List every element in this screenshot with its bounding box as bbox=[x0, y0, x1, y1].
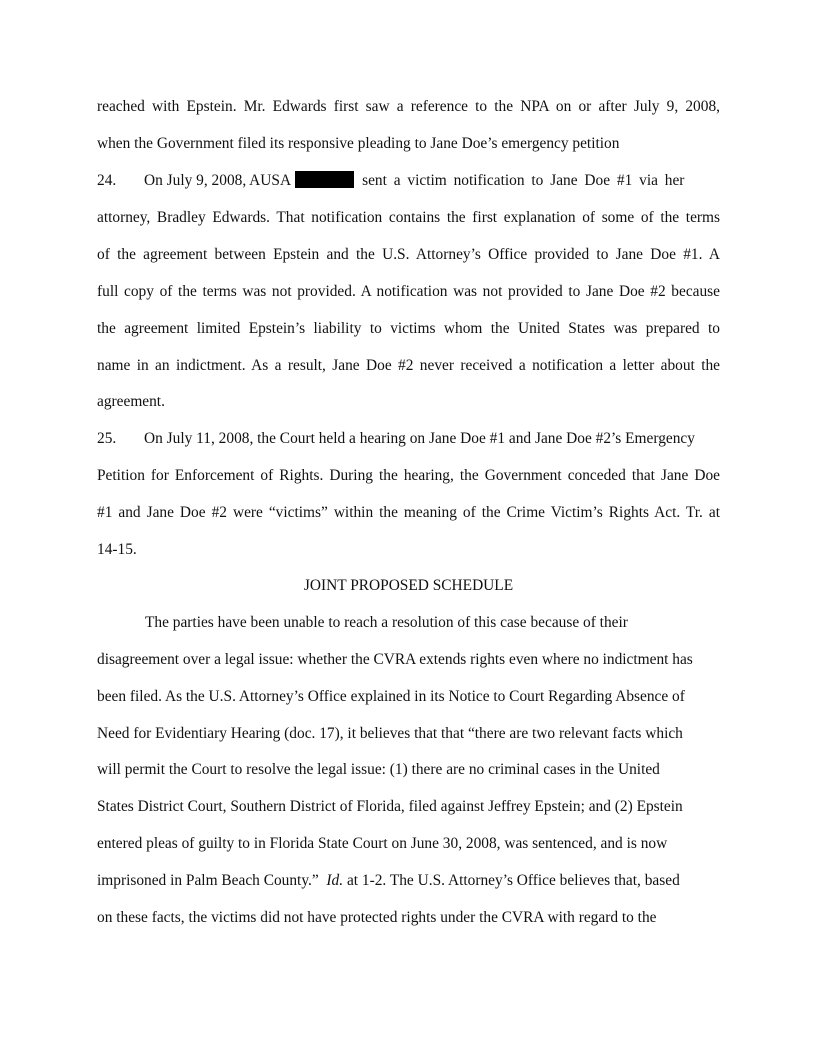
paragraph-24-line-6: name in an indictment. As a result, Jane Doe #2 never received a notification a letter about the bbox=[97, 357, 720, 374]
schedule-paragraph-last-line: on these facts, the victims did not have protected rights under the CVRA with regard to the bbox=[97, 909, 657, 926]
section-heading: JOINT PROPOSED SCHEDULE bbox=[303, 577, 514, 594]
schedule-paragraph-first-line: The parties have been unable to reach a resolution of this case because of their bbox=[145, 614, 628, 631]
paragraph-25-line-2: Petition for Enforcement of Rights. During the hearing, the Government conceded that Jane Doe bbox=[97, 467, 720, 484]
paragraph-25-line-4: 14-15. bbox=[97, 541, 137, 558]
paragraph-24-line-4: full copy of the terms was not provided. A notification was not provided to Jane Doe #2 because bbox=[97, 283, 720, 300]
paragraph-24-line-7: agreement. bbox=[97, 393, 165, 410]
paragraph-25-lead-text: On July 11, 2008, the Court held a hearing on Jane Doe #1 and Jane Doe #2’s Emergency bbox=[144, 430, 695, 447]
schedule-paragraph-line-6: States District Court, Southern District of Florida, filed against Jeffrey Epstein; and (2) Epstein bbox=[97, 798, 683, 815]
redaction-block bbox=[295, 171, 354, 188]
schedule-line-8-text-after-cite: at 1-2. The U.S. Attorney’s Office believes that, based bbox=[346, 872, 680, 889]
paragraph-23-line-2: when the Government filed its responsive pleading to Jane Doe’s emergency petition bbox=[97, 135, 620, 152]
paragraph-24-lead-text-after-redaction: sent a victim notification to Jane Doe #1 via her bbox=[362, 172, 685, 189]
paragraph-24-line-5: the agreement limited Epstein’s liability to victims whom the United States was prepared to bbox=[97, 320, 720, 337]
paragraph-24-lead-text: On July 9, 2008, AUSA bbox=[144, 172, 292, 189]
schedule-paragraph-line-8 bbox=[97, 871, 720, 891]
schedule-paragraph-line-5: will permit the Court to resolve the legal issue: (1) there are no criminal cases in the United bbox=[97, 761, 660, 778]
paragraph-24-first-line bbox=[97, 171, 720, 191]
paragraph-23-line-1: reached with Epstein. Mr. Edwards first saw a reference to the NPA on or after July 9, 2008, bbox=[97, 98, 720, 115]
paragraph-25-number: 25. bbox=[97, 430, 117, 447]
paragraph-24-number: 24. bbox=[97, 172, 117, 189]
schedule-paragraph-line-7: entered pleas of guilty to in Florida State Court on June 30, 2008, was sentenced, and is now bbox=[97, 835, 668, 852]
schedule-paragraph-line-3: been filed. As the U.S. Attorney’s Office explained in its Notice to Court Regarding Absence of bbox=[97, 688, 685, 705]
schedule-paragraph-line-4: Need for Evidentiary Hearing (doc. 17), it believes that that “there are two relevant facts which bbox=[97, 725, 683, 742]
schedule-line-8-text-before-cite: imprisoned in Palm Beach County.” bbox=[97, 872, 319, 889]
paragraph-25-line-3: #1 and Jane Doe #2 were “victims” within the meaning of the Crime Victim’s Rights Act. Tr. at bbox=[97, 504, 720, 521]
schedule-paragraph-line-2: disagreement over a legal issue: whether the CVRA extends rights even where no indictment has bbox=[97, 651, 693, 668]
citation-id: Id. bbox=[326, 872, 344, 889]
paragraph-24-line-2: attorney, Bradley Edwards. That notification contains the first explanation of some of the terms bbox=[97, 209, 720, 226]
paragraph-25-first-line bbox=[97, 429, 720, 449]
paragraph-24-line-3: of the agreement between Epstein and the U.S. Attorney’s Office provided to Jane Doe #1. A bbox=[97, 246, 720, 263]
